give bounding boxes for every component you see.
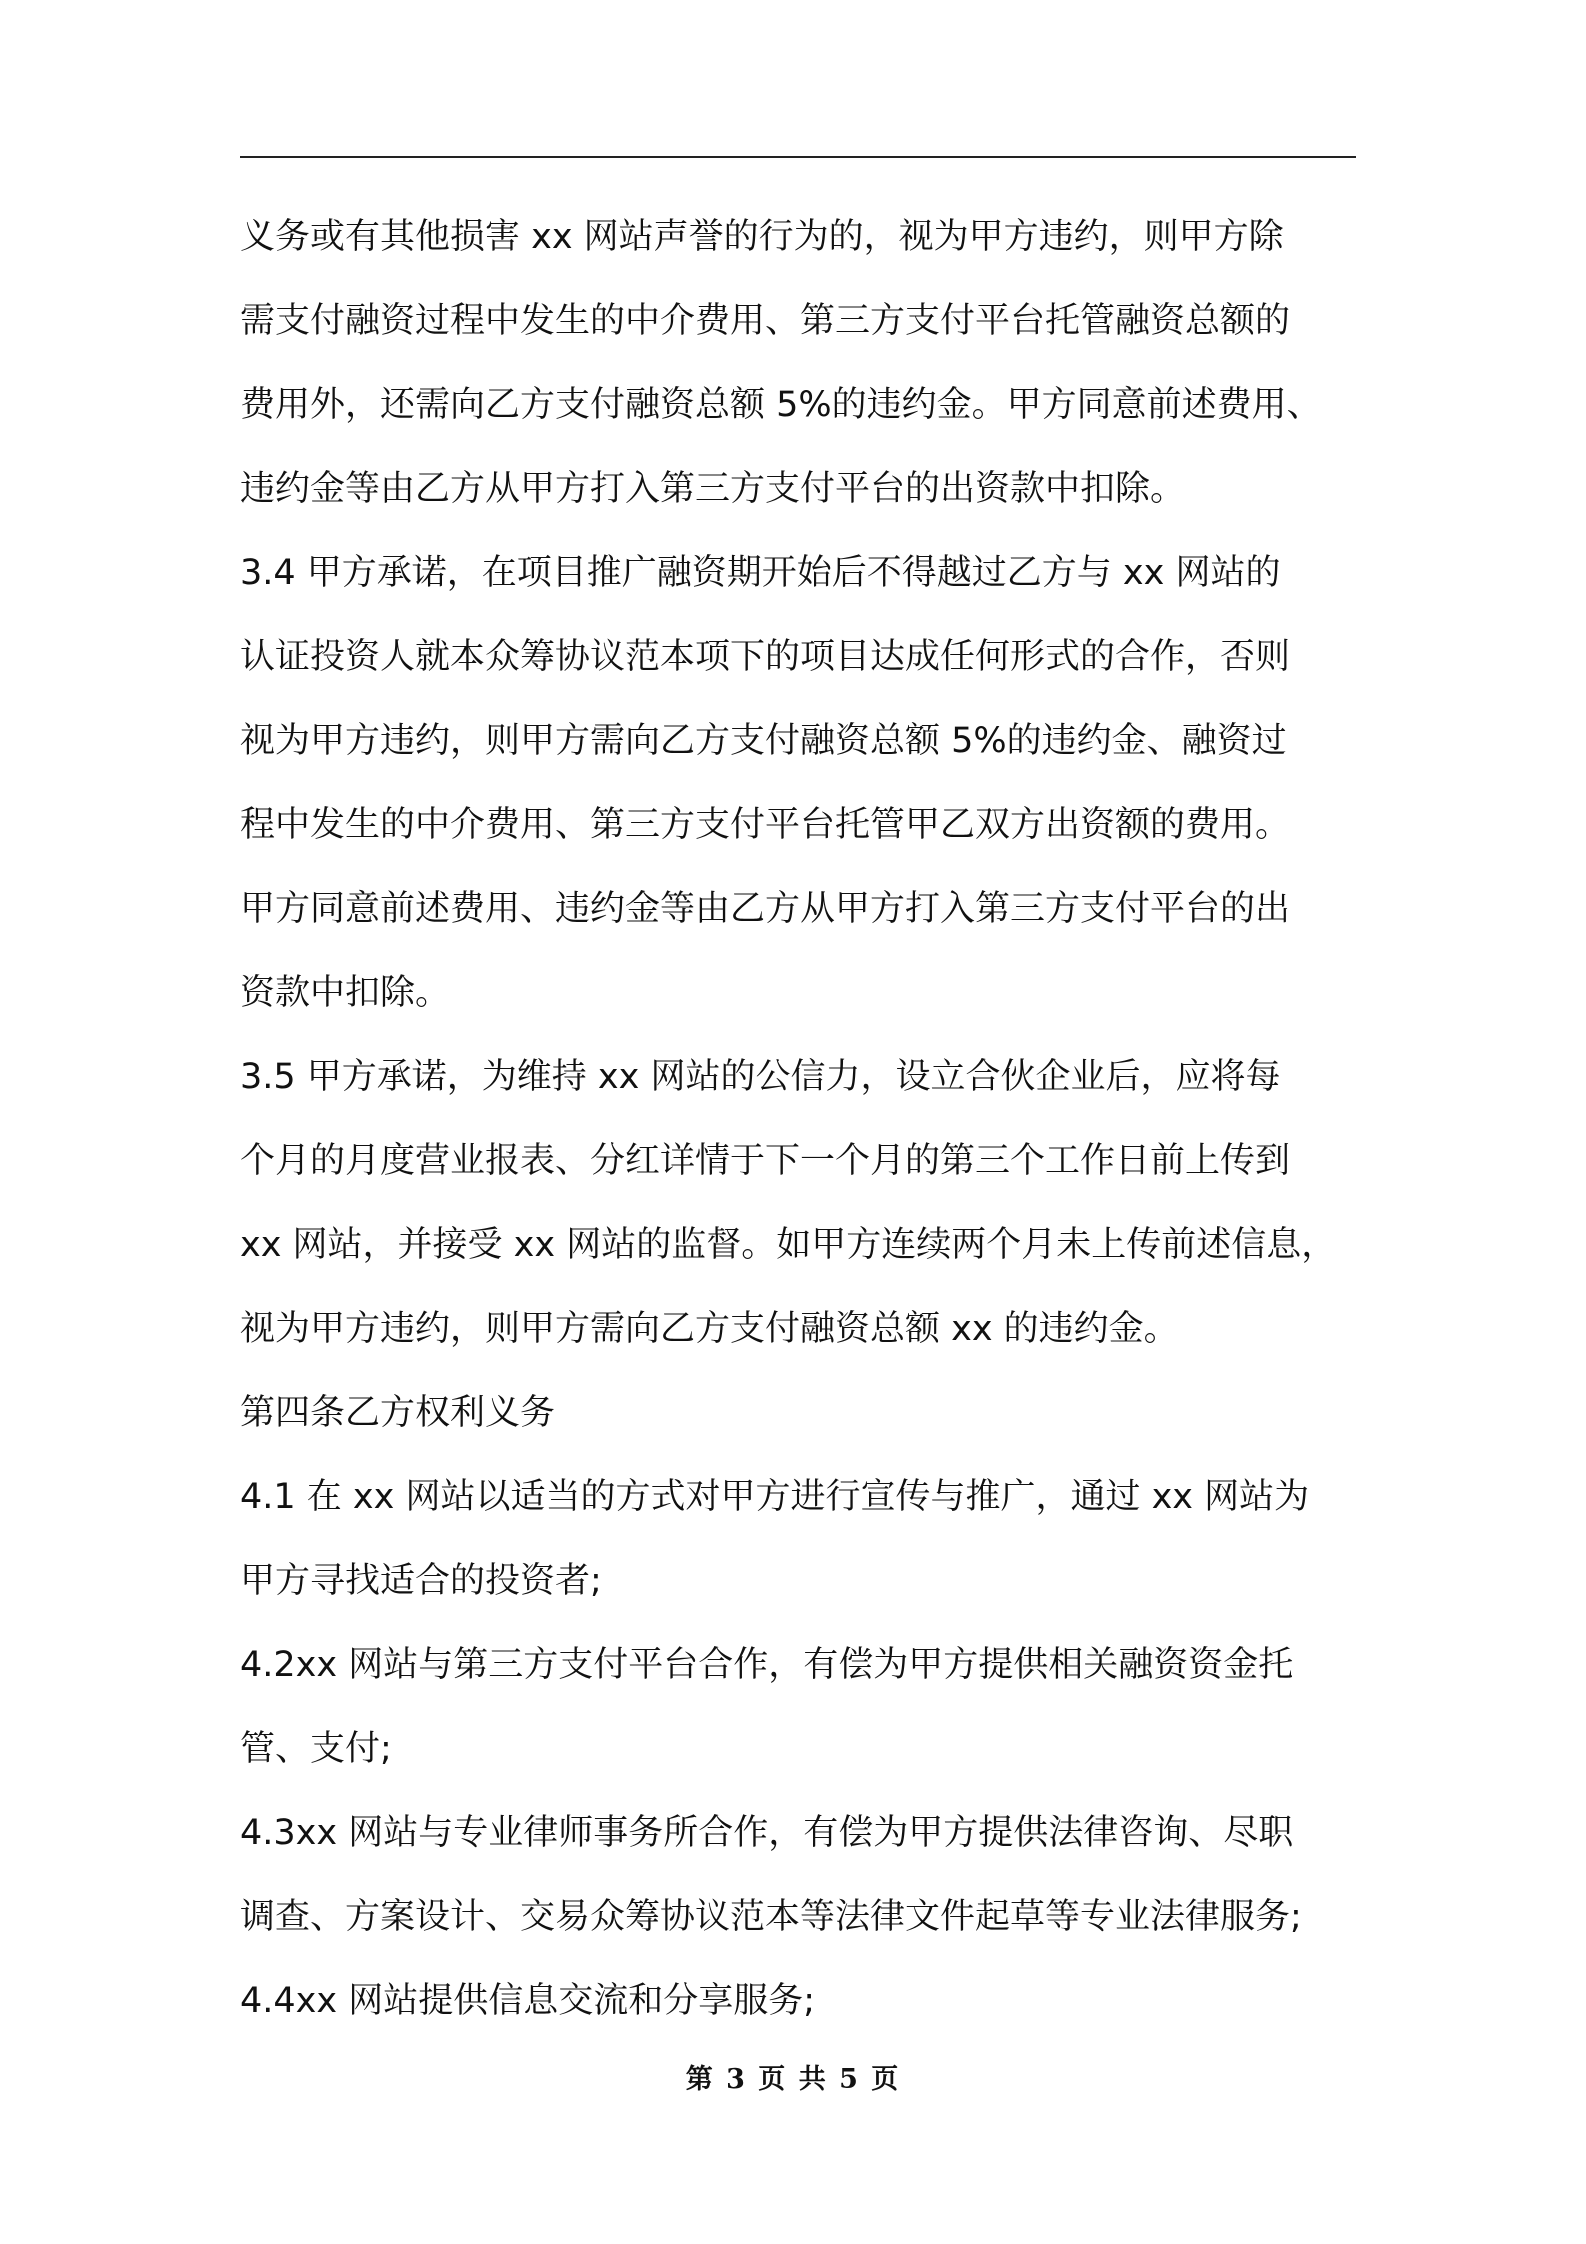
text-line: 甲方寻找适合的投资者; <box>240 1561 602 1601</box>
page-number: 第 3 页 共 5 页 <box>685 2064 901 2095</box>
text-line: 4.1 在 xx 网站以适当的方式对甲方进行宣传与推广，通过 xx 网站为 <box>240 1477 1310 1517</box>
text-line: 调查、方案设计、交易众筹协议范本等法律文件起草等专业法律服务; <box>240 1897 1302 1937</box>
text-line: 费用外，还需向乙方支付融资总额 5%的违约金。甲方同意前述费用、 <box>240 385 1322 425</box>
text-line: 资款中扣除。 <box>240 973 451 1013</box>
text-line: 3.5 甲方承诺，为维持 xx 网站的公信力，设立合伙企业后，应将每 <box>240 1057 1281 1097</box>
text-line: 视为甲方违约，则甲方需向乙方支付融资总额 5%的违约金、融资过 <box>240 721 1287 761</box>
text-line: 4.4xx 网站提供信息交流和分享服务; <box>240 1981 816 2021</box>
document-body <box>240 195 1356 2043</box>
text-line: 视为甲方违约，则甲方需向乙方支付融资总额 xx 的违约金。 <box>240 1309 1179 1349</box>
header-rule <box>240 156 1356 158</box>
text-line: 4.3xx 网站与专业律师事务所合作，有偿为甲方提供法律咨询、尽职 <box>240 1813 1294 1853</box>
text-line: 3.4 甲方承诺，在项目推广融资期开始后不得越过乙方与 xx 网站的 <box>240 553 1281 593</box>
text-line: 需支付融资过程中发生的中介费用、第三方支付平台托管融资总额的 <box>240 301 1291 341</box>
text-line: 认证投资人就本众筹协议范本项下的项目达成任何形式的合作，否则 <box>240 637 1291 677</box>
section-heading: 第四条乙方权利义务 <box>240 1393 556 1433</box>
text-line: 管、支付; <box>240 1729 392 1769</box>
text-line: 违约金等由乙方从甲方打入第三方支付平台的出资款中扣除。 <box>240 469 1186 509</box>
text-line: 4.2xx 网站与第三方支付平台合作，有偿为甲方提供相关融资资金托 <box>240 1645 1294 1685</box>
text-line: 甲方同意前述费用、违约金等由乙方从甲方打入第三方支付平台的出 <box>240 889 1291 929</box>
text-line: 程中发生的中介费用、第三方支付平台托管甲乙双方出资额的费用。 <box>240 805 1291 845</box>
text-line: xx 网站，并接受 xx 网站的监督。如甲方连续两个月未上传前述信息， <box>240 1225 1337 1265</box>
text-line: 个月的月度营业报表、分红详情于下一个月的第三个工作日前上传到 <box>240 1141 1291 1181</box>
text-line: 义务或有其他损害 xx 网站声誉的行为的，视为甲方违约，则甲方除 <box>240 217 1284 257</box>
